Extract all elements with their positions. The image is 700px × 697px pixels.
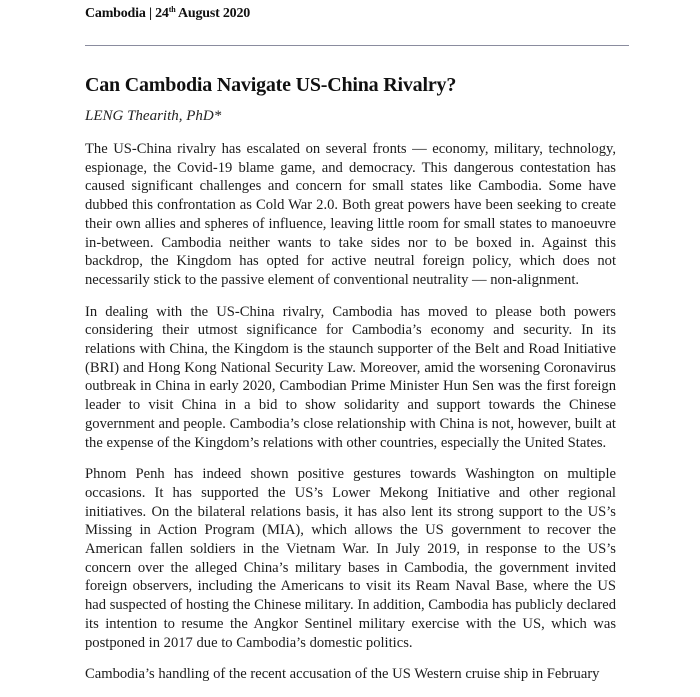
paragraph: Cambodia’s handling of the recent accusation of the US Western cruise ship in February [85, 666, 600, 683]
article-title: Can Cambodia Navigate US-China Rivalry? [85, 74, 457, 96]
header-separator: | [145, 6, 156, 21]
article-author: LENG Thearith, PhD* [85, 108, 222, 124]
header-day: 24 [155, 6, 169, 21]
paragraph: In dealing with the US-China rivalry, Cambodia has moved to please both powers considering their utmost significance for Cambodia’s economy and security. In its relations with China, the Kingdom is the staunch supporter of the Belt and Road Initiative (BRI) and Hong Kong National Security Law. Moreover, amid the worsening Coronavirus outbreak in China in early 2020, Cambodian Prime Minister Hun Sen was the first foreign leader to visit China in a bid to show solidarity and support towards the Chinese government and people. Cambodia’s close relationship with China is not, however, built at the expense of the Kingdom’s relations with other countries, especially the United States. [85, 303, 616, 451]
header-country: Cambodia [85, 6, 146, 21]
paragraph: The US-China rivalry has escalated on several fronts — economy, military, technology, espionage, the Covid-19 blame game, and democracy. This dangerous contestation has caused significant challenges and concern for small states like Cambodia. Some have dubbed this confrontation as Cold War 2.0. Both great powers have been seeking to create their own allies and spheres of influence, leaving little room for small states to manoeuvre in-between. Cambodia neither wants to take sides nor to be boxed in. Against this backdrop, the Kingdom has opted for active neutral foreign policy, which does not necessarily stick to the passive element of conventional neutrality — non-alignment. [85, 141, 616, 288]
header-divider [85, 45, 629, 46]
paragraph: Phnom Penh has indeed shown positive gestures towards Washington on multiple occasions. It has supported the US’s Lower Mekong Initiative and other regional initiatives. On the bilateral relations basis, it has also lent its strong support to the US’s Missing in Action Program (MIA), which allows the US government to recover the American fallen soldiers in the Vietnam War. In July 2019, in response to the US’s concern over the alleged China’s military bases in Cambodia, the government invited foreign observers, including the Americans to visit its Ream Naval Base, where the US had suspected of hosting the Chinese military. In addition, Cambodia has publicly declared its intention to resume the Angkor Sentinel military exercise with the US, which was postponed in 2017 due to Cambodia’s domestic politics. [85, 466, 616, 651]
header-day-suffix: th [168, 5, 176, 14]
article-body [85, 140, 616, 697]
document-header [85, 6, 250, 22]
header-month-year: August 2020 [175, 6, 251, 21]
